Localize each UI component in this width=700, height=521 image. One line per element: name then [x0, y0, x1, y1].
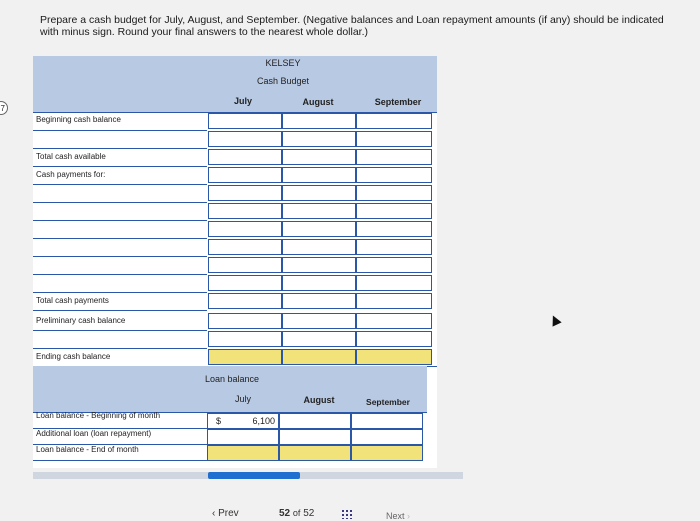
row-label-total-payments: Total cash payments [36, 296, 109, 305]
payment-input-september[interactable] [356, 239, 432, 255]
payment-input-august[interactable] [282, 275, 356, 291]
additional-loan-august[interactable] [279, 429, 351, 445]
payment-input-august[interactable] [282, 221, 356, 237]
loan-end-september[interactable] [351, 445, 423, 461]
row-label-total-available: Total cash available [36, 152, 106, 161]
payment-input-august[interactable] [282, 257, 356, 273]
additional-loan-july[interactable] [207, 429, 279, 445]
page-current: 52 [279, 508, 291, 519]
beginning-cash-july[interactable] [208, 113, 282, 129]
loan-beginning-july-value: 6,100 [252, 416, 275, 426]
payment-input-august[interactable] [282, 239, 356, 255]
loan-end-july[interactable] [207, 445, 279, 461]
loan-beginning-august[interactable] [279, 413, 351, 429]
payment-input-august[interactable] [282, 203, 356, 219]
total-payments-august[interactable] [282, 293, 356, 309]
question-number-marker: 7 [0, 101, 8, 115]
loan-row-label-additional: Additional loan (loan repayment) [36, 429, 152, 438]
preliminary-balance-september[interactable] [356, 313, 432, 329]
preliminary-balance-july[interactable] [208, 313, 282, 329]
payment-input-july[interactable] [208, 275, 282, 291]
payment-input-september[interactable] [356, 167, 432, 183]
beginning-cash-september[interactable] [356, 113, 432, 129]
cash-input-july[interactable] [208, 131, 282, 147]
next-button[interactable]: Next › [386, 511, 411, 521]
payment-input-july[interactable] [208, 239, 282, 255]
chevron-right-icon: › [407, 511, 411, 521]
row-label-preliminary: Preliminary cash balance [36, 316, 126, 325]
total-payments-september[interactable] [356, 293, 432, 309]
payment-input-august[interactable] [282, 167, 356, 183]
chevron-left-icon: ‹ [212, 508, 216, 519]
payment-input-july[interactable] [208, 203, 282, 219]
loan-balance-header [33, 366, 427, 412]
row-label-beginning-cash: Beginning cash balance [36, 115, 121, 124]
total-available-august[interactable] [282, 149, 356, 165]
month-header-august: August [302, 97, 334, 107]
prev-button[interactable]: ‹ Prev [212, 508, 239, 519]
loan-month-august: August [303, 395, 335, 405]
loan-row-label-beginning: Loan balance - Beginning of month [36, 411, 161, 420]
page-of: of [292, 508, 301, 518]
horizontal-scrollbar-thumb[interactable] [208, 472, 300, 479]
instructions-text: Prepare a cash budget for July, August, and September. (Negative balances and Loan repayment amounts (if any) should be indicated with minus sign. Round your final answers to the nearest whole dollar.) [40, 14, 664, 38]
payment-input-july[interactable] [208, 257, 282, 273]
ending-balance-august[interactable] [282, 349, 356, 365]
financing-input-august[interactable] [282, 331, 356, 347]
loan-row-label-end: Loan balance - End of month [36, 445, 139, 454]
ending-balance-july[interactable] [208, 349, 282, 365]
loan-title: Loan balance [204, 374, 260, 384]
currency-symbol: $ [216, 416, 222, 426]
cash-budget-header [33, 56, 437, 112]
payment-input-july[interactable] [208, 185, 282, 201]
company-name: KELSEY [265, 58, 301, 68]
loan-end-august[interactable] [279, 445, 351, 461]
payment-input-september[interactable] [356, 221, 432, 237]
loan-month-september: September [366, 397, 410, 407]
row-label-ending: Ending cash balance [36, 352, 111, 361]
payment-input-august[interactable] [282, 185, 356, 201]
financing-input-september[interactable] [356, 331, 432, 347]
page-indicator [279, 508, 314, 519]
cursor-icon [548, 313, 561, 326]
loan-beginning-september[interactable] [351, 413, 423, 429]
preliminary-balance-august[interactable] [282, 313, 356, 329]
beginning-cash-august[interactable] [282, 113, 356, 129]
ending-balance-september[interactable] [356, 349, 432, 365]
total-available-july[interactable] [208, 149, 282, 165]
payment-input-july[interactable] [208, 221, 282, 237]
loan-month-july: July [234, 394, 251, 404]
total-available-september[interactable] [356, 149, 432, 165]
month-header-september: September [374, 97, 422, 107]
cash-input-august[interactable] [282, 131, 356, 147]
payment-input-july[interactable] [208, 167, 282, 183]
grid-icon[interactable] [341, 509, 353, 519]
payment-input-september[interactable] [356, 257, 432, 273]
cash-input-september[interactable] [356, 131, 432, 147]
payment-input-september[interactable] [356, 185, 432, 201]
total-payments-july[interactable] [208, 293, 282, 309]
financing-input-july[interactable] [208, 331, 282, 347]
loan-beginning-july[interactable] [207, 413, 279, 429]
additional-loan-september[interactable] [351, 429, 423, 445]
month-header-july: July [233, 96, 252, 106]
payment-input-september[interactable] [356, 275, 432, 291]
row-label-cash-payments-for: Cash payments for: [36, 170, 106, 179]
payment-input-september[interactable] [356, 203, 432, 219]
budget-title: Cash Budget [256, 76, 310, 86]
page-total: 52 [303, 508, 315, 519]
